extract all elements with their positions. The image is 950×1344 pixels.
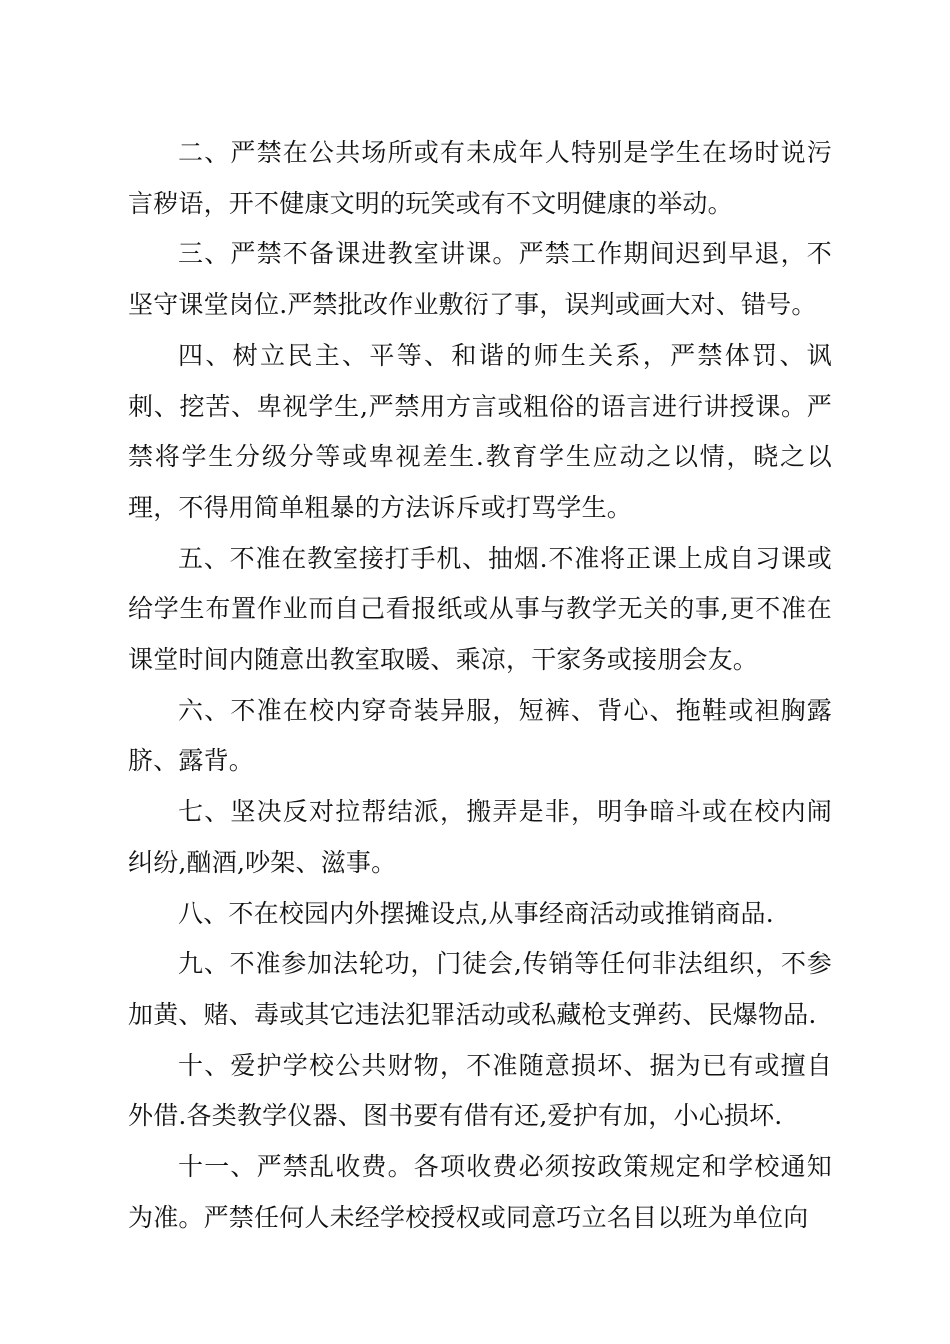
paragraph-2: 二、严禁在公共场所或有未成年人特别是学生在场时说污言秽语，开不健康文明的玩笑或有不文明健康的举动。 xyxy=(128,138,832,218)
paragraph-4: 四、树立民主、平等、和谐的师生关系，严禁体罚、讽刺、挖苦、卑视学生,严禁用方言或粗俗的语言进行讲授课。严禁将学生分级分等或卑视差生.教育学生应动之以情，晓之以理，不得用简单粗暴的方法诉斥或打骂学生。 xyxy=(128,340,832,522)
paragraph-7: 七、坚决反对拉帮结派，搬弄是非，明争暗斗或在校内闹纠纷,酗酒,吵架、滋事。 xyxy=(128,797,832,877)
paragraph-9: 九、不准参加法轮功，门徒会,传销等任何非法组织，不参加黄、赌、毒或其它违法犯罪活动或私藏枪支弹药、民爆物品. xyxy=(128,949,832,1029)
paragraph-8: 八、不在校园内外摆摊设点,从事经商活动或推销商品. xyxy=(178,898,774,928)
paragraph-11: 十一、严禁乱收费。各项收费必须按政策规定和学校通知为准。严禁任何人未经学校授权或同意巧立名目以班为单位向 xyxy=(128,1152,832,1232)
document-body xyxy=(128,128,832,1243)
paragraph-6: 六、不准在校内穿奇装异服，短裤、背心、拖鞋或袒胸露脐、露背。 xyxy=(128,695,832,776)
paragraph-3: 三、严禁不备课进教室讲课。严禁工作期间迟到早退，不坚守课堂岗位.严禁批改作业敷衍了事，误判或画大对、错号。 xyxy=(128,239,832,320)
paragraph-5: 五、不准在教室接打手机、抽烟.不准将正课上成自习课或给学生布置作业而自己看报纸或从事与教学无关的事,更不准在课堂时间内随意出教室取暖、乘凉，干家务或接朋会友。 xyxy=(128,543,832,675)
paragraph-10: 十、爱护学校公共财物，不准随意损坏、据为已有或擅自外借.各类教学仪器、图书要有借有还,爱护有加，小心损坏. xyxy=(128,1050,832,1131)
